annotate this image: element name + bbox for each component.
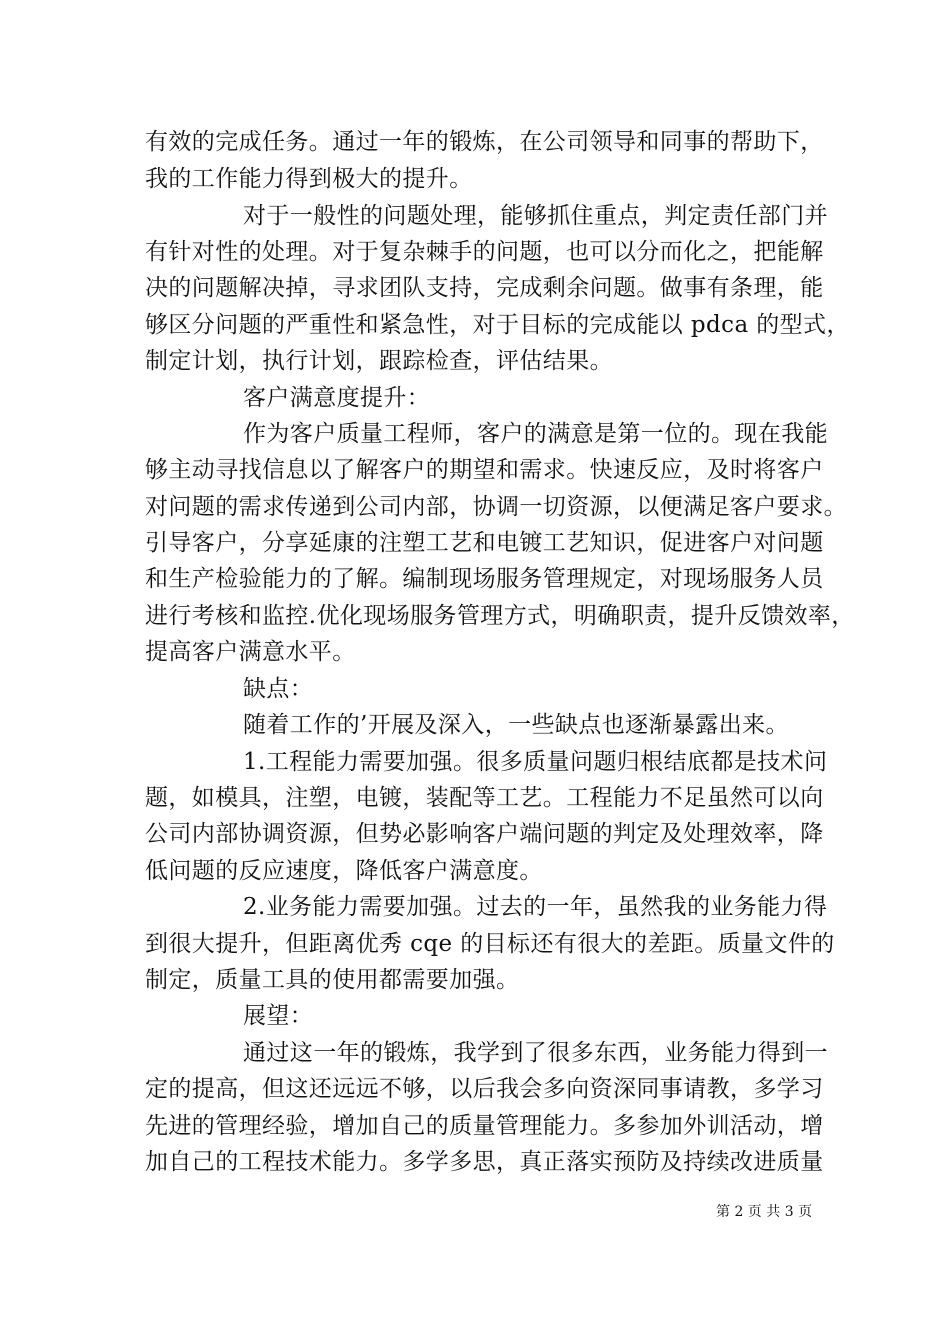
- text-line: 到很大提升，但距离优秀 cqe 的目标还有很大的差距。质量文件的: [145, 931, 835, 957]
- section-heading: 缺点：: [243, 676, 314, 702]
- paragraph-start-line: 作为客户质量工程师，客户的满意是第一位的。现在我能: [243, 421, 828, 447]
- text-line: 够区分问题的严重性和紧急性，对于目标的完成能以 pdca 的型式，: [145, 312, 850, 338]
- section-heading: 展望：: [243, 1003, 314, 1029]
- page-number: 第 2 页 共 3 页: [716, 1204, 813, 1220]
- paragraph-start-line: 2.业务能力需要加强。过去的一年，虽然我的业务能力得: [243, 894, 828, 920]
- text-line: 引导客户，分享延康的注塑工艺和电镀工艺知识，促进客户对问题: [145, 530, 824, 556]
- section-heading: 客户满意度提升：: [243, 385, 431, 411]
- text-line: 低问题的反应速度，降低客户满意度。: [145, 858, 543, 884]
- text-line: 题，如模具，注塑，电镀，装配等工艺。工程能力不足虽然可以向: [145, 785, 824, 811]
- text-line: 制定，质量工具的使用都需要加强。: [145, 967, 520, 993]
- text-line: 决的问题解决掉，寻求团队支持，完成剩余问题。做事有条理，能: [145, 275, 824, 301]
- paragraph-start-line: 随着工作的’开展及深入，一些缺点也逐渐暴露出来。: [243, 712, 789, 738]
- text-line: 有效的完成任务。通过一年的锻炼，在公司领导和同事的帮助下，: [145, 129, 824, 155]
- paragraph-start-line: 通过这一年的锻炼，我学到了很多东西，业务能力得到一: [243, 1040, 828, 1066]
- text-line: 我的工作能力得到极大的提升。: [145, 166, 473, 192]
- text-line: 先进的管理经验，增加自己的质量管理能力。多参加外训活动，增: [145, 1113, 824, 1139]
- text-line: 公司内部协调资源，但势必影响客户端问题的判定及处理效率，降: [145, 821, 824, 847]
- text-line: 对问题的需求传递到公司内部，协调一切资源，以便满足客户要求。: [145, 494, 847, 520]
- text-line: 定的提高，但这还远远不够，以后我会多向资深同事请教，多学习: [145, 1076, 824, 1102]
- text-line: 和生产检验能力的了解。编制现场服务管理规定，对现场服务人员: [145, 566, 824, 592]
- text-line: 加自己的工程技术能力。多学多思，真正落实预防及持续改进质量: [145, 1149, 824, 1175]
- text-line: 提高客户满意水平。: [145, 639, 356, 665]
- text-line: 进行考核和监控.优化现场服务管理方式，明确职责，提升反馈效率，: [145, 603, 855, 629]
- paragraph-start-line: 1.工程能力需要加强。很多质量问题归根结底都是技术问: [243, 749, 828, 775]
- text-line: 够主动寻找信息以了解客户的期望和需求。快速反应，及时将客户: [145, 457, 824, 483]
- text-line: 制定计划，执行计划，跟踪检查，评估结果。: [145, 348, 613, 374]
- text-line: 有针对性的处理。对于复杂棘手的问题，也可以分而化之，把能解: [145, 239, 824, 265]
- paragraph-start-line: 对于一般性的问题处理，能够抓住重点，判定责任部门并: [243, 203, 828, 229]
